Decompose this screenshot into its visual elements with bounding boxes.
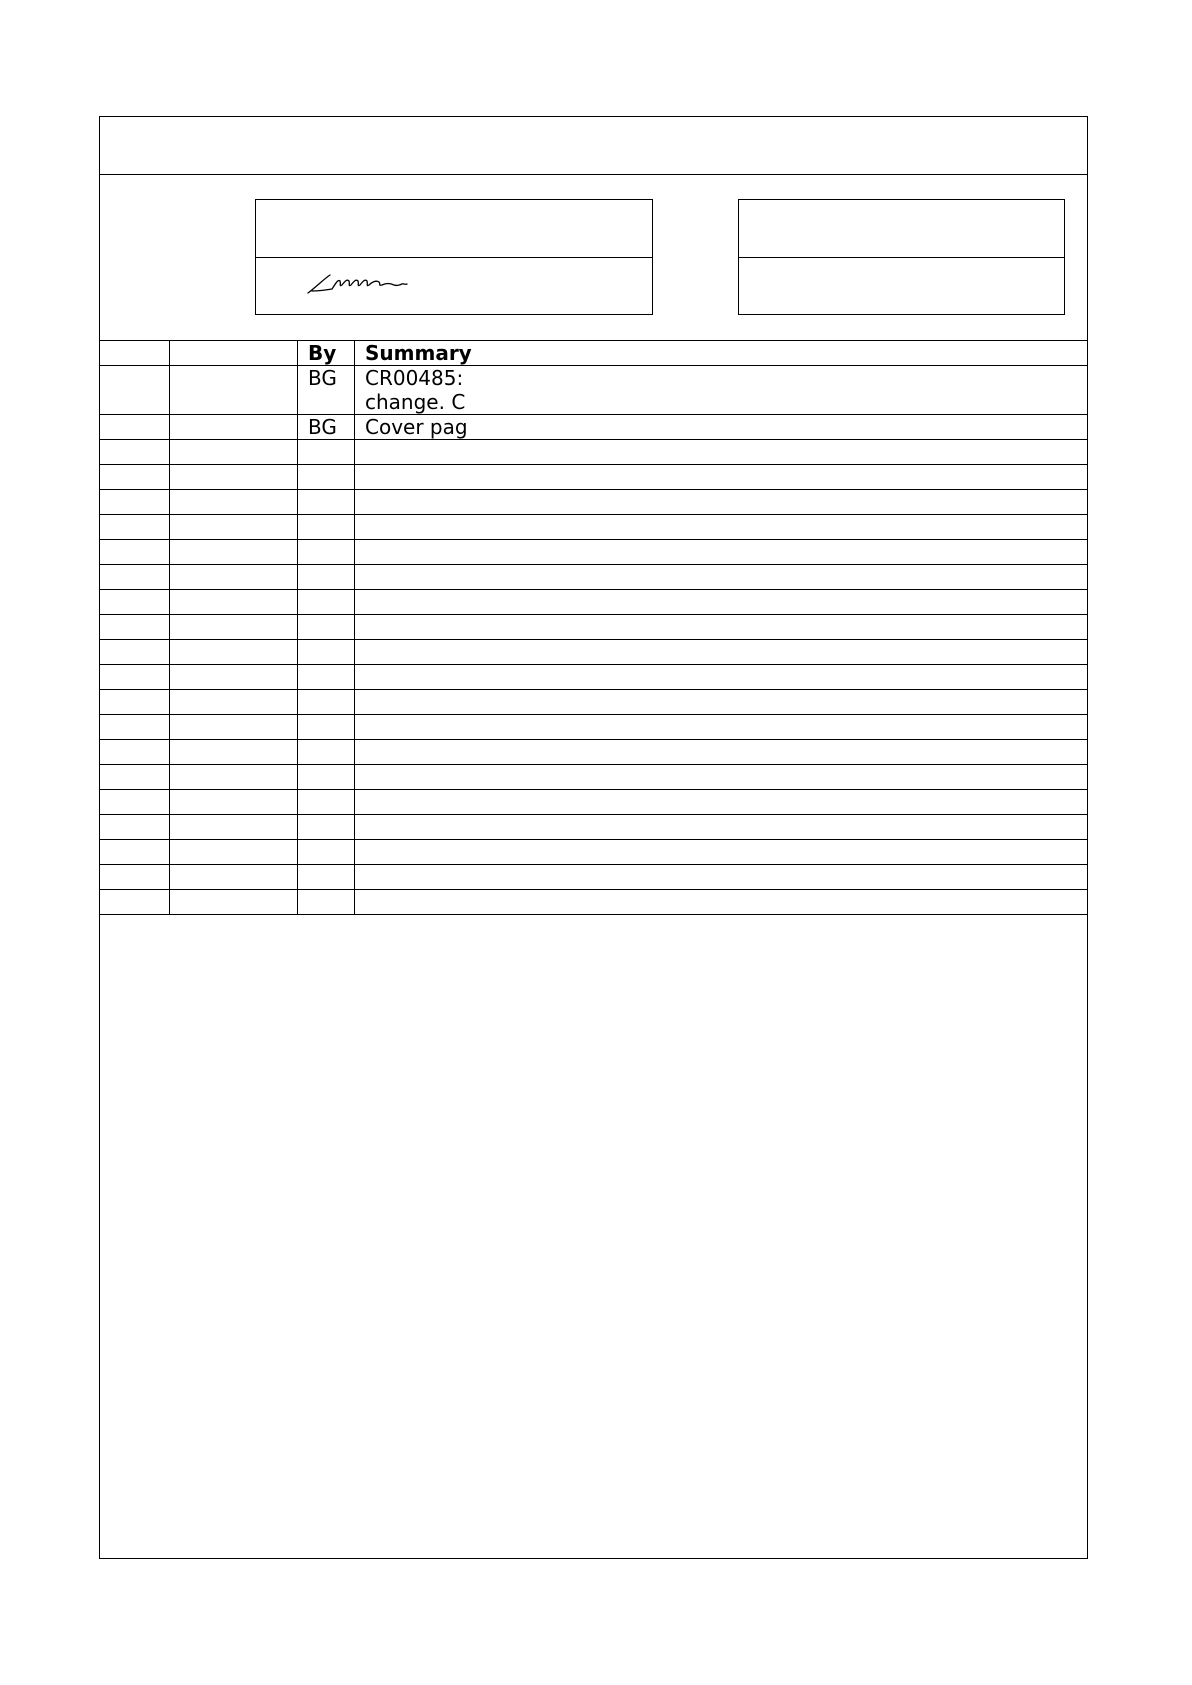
cell-col2 bbox=[170, 415, 298, 440]
table-row-empty bbox=[100, 615, 1088, 640]
approval-box-divider bbox=[256, 257, 652, 258]
cell-by: BG bbox=[298, 415, 355, 440]
table-row-empty bbox=[100, 515, 1088, 540]
table-cell-empty bbox=[100, 890, 170, 915]
table-cell-empty bbox=[298, 615, 355, 640]
table-row bbox=[100, 366, 1088, 415]
table-cell-empty bbox=[355, 590, 1088, 615]
table-row-empty bbox=[100, 815, 1088, 840]
approval-box bbox=[255, 199, 653, 315]
table-cell-empty bbox=[170, 440, 298, 465]
table-cell-empty bbox=[298, 590, 355, 615]
table-cell-empty bbox=[170, 715, 298, 740]
table-row-empty bbox=[100, 765, 1088, 790]
table-cell-empty bbox=[298, 640, 355, 665]
header-by: By bbox=[298, 341, 355, 366]
table-row-empty bbox=[100, 890, 1088, 915]
table-row-empty bbox=[100, 640, 1088, 665]
table-row-empty bbox=[100, 790, 1088, 815]
table-cell-empty bbox=[355, 740, 1088, 765]
table-cell-empty bbox=[170, 890, 298, 915]
revision-table bbox=[99, 340, 1088, 915]
table-cell-empty bbox=[298, 740, 355, 765]
cell-by: BG bbox=[298, 366, 355, 415]
table-cell-empty bbox=[170, 590, 298, 615]
table-cell-empty bbox=[298, 665, 355, 690]
table-cell-empty bbox=[170, 840, 298, 865]
table-row-empty bbox=[100, 840, 1088, 865]
table-cell-empty bbox=[170, 690, 298, 715]
table-cell-empty bbox=[170, 765, 298, 790]
table-cell-empty bbox=[355, 840, 1088, 865]
table-cell-empty bbox=[355, 815, 1088, 840]
table-cell-empty bbox=[355, 440, 1088, 465]
table-cell-empty bbox=[355, 640, 1088, 665]
table-cell-empty bbox=[170, 815, 298, 840]
table-cell-empty bbox=[298, 815, 355, 840]
header-col2 bbox=[170, 341, 298, 366]
table-cell-empty bbox=[298, 440, 355, 465]
table-cell-empty bbox=[355, 615, 1088, 640]
cell-summary: Cover pag bbox=[355, 415, 1088, 440]
table-cell-empty bbox=[100, 515, 170, 540]
table-cell-empty bbox=[100, 540, 170, 565]
table-cell-empty bbox=[355, 540, 1088, 565]
table-cell-empty bbox=[298, 840, 355, 865]
table-row-empty bbox=[100, 740, 1088, 765]
table-row-empty bbox=[100, 440, 1088, 465]
table-cell-empty bbox=[100, 615, 170, 640]
table-cell-empty bbox=[100, 665, 170, 690]
table-cell-empty bbox=[298, 865, 355, 890]
summary-line: CR00485: bbox=[365, 366, 464, 390]
table-cell-empty bbox=[100, 640, 170, 665]
table-cell-empty bbox=[355, 515, 1088, 540]
table-cell-empty bbox=[298, 515, 355, 540]
table-cell-empty bbox=[100, 740, 170, 765]
summary-line: change. C bbox=[365, 390, 466, 414]
table-cell-empty bbox=[355, 665, 1088, 690]
table-cell-empty bbox=[100, 440, 170, 465]
table-row-empty bbox=[100, 665, 1088, 690]
table-cell-empty bbox=[298, 490, 355, 515]
table-cell-empty bbox=[170, 465, 298, 490]
table-row-empty bbox=[100, 465, 1088, 490]
table-header-row bbox=[100, 341, 1088, 366]
table-row-empty bbox=[100, 690, 1088, 715]
table-cell-empty bbox=[355, 790, 1088, 815]
cell-col1 bbox=[100, 366, 170, 415]
table-cell-empty bbox=[170, 665, 298, 690]
table-row-empty bbox=[100, 865, 1088, 890]
title-band bbox=[100, 117, 1087, 175]
cell-summary bbox=[355, 366, 1088, 415]
table-cell-empty bbox=[170, 615, 298, 640]
table-cell-empty bbox=[298, 465, 355, 490]
table-cell-empty bbox=[355, 490, 1088, 515]
table-cell-empty bbox=[100, 690, 170, 715]
table-cell-empty bbox=[170, 565, 298, 590]
table-cell-empty bbox=[355, 890, 1088, 915]
table-cell-empty bbox=[100, 590, 170, 615]
table-cell-empty bbox=[355, 465, 1088, 490]
table-cell-empty bbox=[170, 640, 298, 665]
cell-col1 bbox=[100, 415, 170, 440]
table-cell-empty bbox=[100, 865, 170, 890]
table-cell-empty bbox=[100, 765, 170, 790]
table-cell-empty bbox=[100, 715, 170, 740]
table-cell-empty bbox=[170, 490, 298, 515]
table-cell-empty bbox=[355, 765, 1088, 790]
table-cell-empty bbox=[355, 715, 1088, 740]
table-cell-empty bbox=[298, 790, 355, 815]
document-frame bbox=[99, 116, 1088, 1559]
table-cell-empty bbox=[298, 565, 355, 590]
table-row-empty bbox=[100, 590, 1088, 615]
table-cell-empty bbox=[170, 540, 298, 565]
table-row-empty bbox=[100, 565, 1088, 590]
table-cell-empty bbox=[298, 690, 355, 715]
table-row-empty bbox=[100, 715, 1088, 740]
table-cell-empty bbox=[100, 790, 170, 815]
cell-col2 bbox=[170, 366, 298, 415]
header-col1 bbox=[100, 341, 170, 366]
table-cell-empty bbox=[170, 515, 298, 540]
table-cell-empty bbox=[355, 690, 1088, 715]
table-cell-empty bbox=[298, 890, 355, 915]
table-cell-empty bbox=[100, 465, 170, 490]
table-row bbox=[100, 415, 1088, 440]
right-box-divider bbox=[739, 257, 1064, 258]
table-cell-empty bbox=[170, 740, 298, 765]
table-cell-empty bbox=[100, 840, 170, 865]
table-cell-empty bbox=[100, 815, 170, 840]
signature-icon bbox=[306, 269, 426, 295]
table-cell-empty bbox=[100, 565, 170, 590]
table-cell-empty bbox=[100, 490, 170, 515]
table-cell-empty bbox=[298, 715, 355, 740]
table-row-empty bbox=[100, 540, 1088, 565]
table-cell-empty bbox=[355, 565, 1088, 590]
table-cell-empty bbox=[298, 765, 355, 790]
table-cell-empty bbox=[170, 790, 298, 815]
table-cell-empty bbox=[298, 540, 355, 565]
right-box bbox=[738, 199, 1065, 315]
table-cell-empty bbox=[355, 865, 1088, 890]
table-cell-empty bbox=[170, 865, 298, 890]
table-row-empty bbox=[100, 490, 1088, 515]
header-summary: Summary bbox=[355, 341, 1088, 366]
